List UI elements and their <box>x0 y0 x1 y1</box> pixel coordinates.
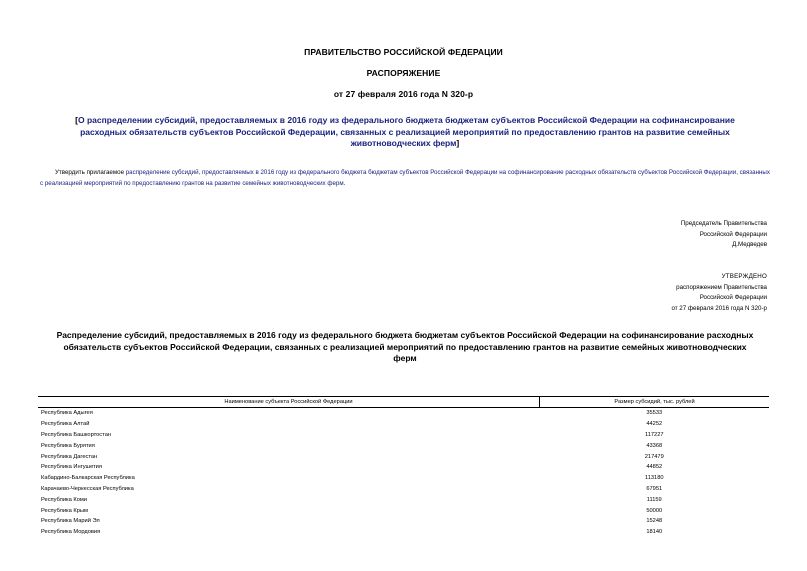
region-name: Республика Дагестан <box>41 453 98 460</box>
document-title-link[interactable]: О распределении субсидий, предоставляемых в 2016 году из федерального бюджета бюджетам субъектов Российской Федерации на софинансирование расходных обязательств субъектов Российской Федерации, связанных с реализацией мероприятий по предоставлению грантов на развитие семейных животноводческих ферм <box>78 115 735 148</box>
region-name: Республика Ингушетия <box>41 464 102 471</box>
table-row <box>38 419 769 430</box>
subsidy-amount: 11159 <box>646 496 662 503</box>
table-row <box>38 430 769 441</box>
signature-line-2: Российской Федерации <box>699 230 767 238</box>
intro-paragraph <box>40 167 770 189</box>
table-row <box>38 527 769 538</box>
column-header-region: Наименование субъекта Российской Федерации <box>38 397 540 408</box>
region-name: Республика Коми <box>41 496 87 503</box>
subsidy-amount: 35533 <box>646 410 663 417</box>
region-name: Республика Алтай <box>41 421 90 428</box>
title-bracket-close: ] <box>456 138 460 148</box>
region-name: Республика Башкортостан <box>41 431 111 438</box>
intro-prefix: Утвердить прилагаемое <box>55 169 126 176</box>
table-row <box>38 408 769 419</box>
intro-suffix: . <box>343 180 346 187</box>
approval-line-3: Российской Федерации <box>699 294 767 301</box>
signature-block <box>507 219 767 251</box>
annex-title: Распределение субсидий, предоставляемых в 2016 году из федерального бюджета бюджетам субъектов Российской Федерации на софинансирование расходных обязательств субъектов Российской Федерации, связанных с реализацией мероприятий по предоставлению грантов на развитие семейных животноводческих ферм <box>56 330 754 363</box>
subsidy-amount: 44852 <box>646 464 663 471</box>
subsidy-amount: 217479 <box>644 453 664 460</box>
approval-line-2: распоряжением Правительства <box>676 283 767 291</box>
region-name: Кабардино-Балкарская Республика <box>41 475 135 482</box>
subsidy-amount: 18140 <box>646 529 663 536</box>
region-name: Республика Мордовия <box>41 529 101 536</box>
table-row <box>38 494 769 505</box>
approval-block <box>507 272 767 314</box>
subsidy-amount: 15248 <box>646 518 663 525</box>
subsidy-amount: 50000 <box>646 507 663 514</box>
region-name: Республика Адыгея <box>41 410 93 417</box>
table-row <box>38 516 769 527</box>
table-row <box>38 484 769 495</box>
table-row <box>38 440 769 451</box>
table-header-row <box>38 397 769 408</box>
subsidy-amount: 43368 <box>646 442 663 449</box>
document-date: от 27 февраля 2016 года N 320-р <box>333 89 474 99</box>
region-name: Республика Крым <box>41 507 88 514</box>
intro-link[interactable]: распределение субсидий, предоставляемых в 2016 году из федерального бюджета бюджетам субъектов Российской Федерации на софинансирование расходных обязательств субъектов Российской Федерации, связанных с реализацией мероприятий по предоставлению грантов на развитие семейных животноводческих ферм <box>40 169 770 187</box>
signature-line-1: Председатель Правительства <box>680 220 767 227</box>
subsidy-amount: 117227 <box>644 431 664 438</box>
subsidy-table <box>38 396 769 538</box>
approval-line-1: УТВЕРЖДЕНО <box>721 273 767 280</box>
government-heading: ПРАВИТЕЛЬСТВО РОССИЙСКОЙ ФЕДЕРАЦИИ <box>304 47 503 57</box>
subsidy-amount: 44252 <box>646 421 663 428</box>
table-row <box>38 473 769 484</box>
document-title <box>60 115 750 150</box>
column-header-amount: Размер субсидий, тыс. рублей <box>540 397 770 408</box>
table-row <box>38 505 769 516</box>
subsidy-amount: 113180 <box>644 475 664 482</box>
document-type: РАСПОРЯЖЕНИЕ <box>366 68 441 78</box>
region-name: Республика Бурятия <box>41 442 95 449</box>
table-row <box>38 451 769 462</box>
region-name: Республика Марий Эл <box>41 518 100 525</box>
title-bracket-open: [ <box>75 115 79 125</box>
region-name: Карачаево-Черкесская Республика <box>41 485 134 492</box>
subsidy-amount: 67951 <box>646 485 663 492</box>
approval-line-4: от 27 февраля 2016 года N 320-р <box>671 304 767 312</box>
table-row <box>38 462 769 473</box>
signature-line-3: Д.Медведев <box>732 241 767 248</box>
